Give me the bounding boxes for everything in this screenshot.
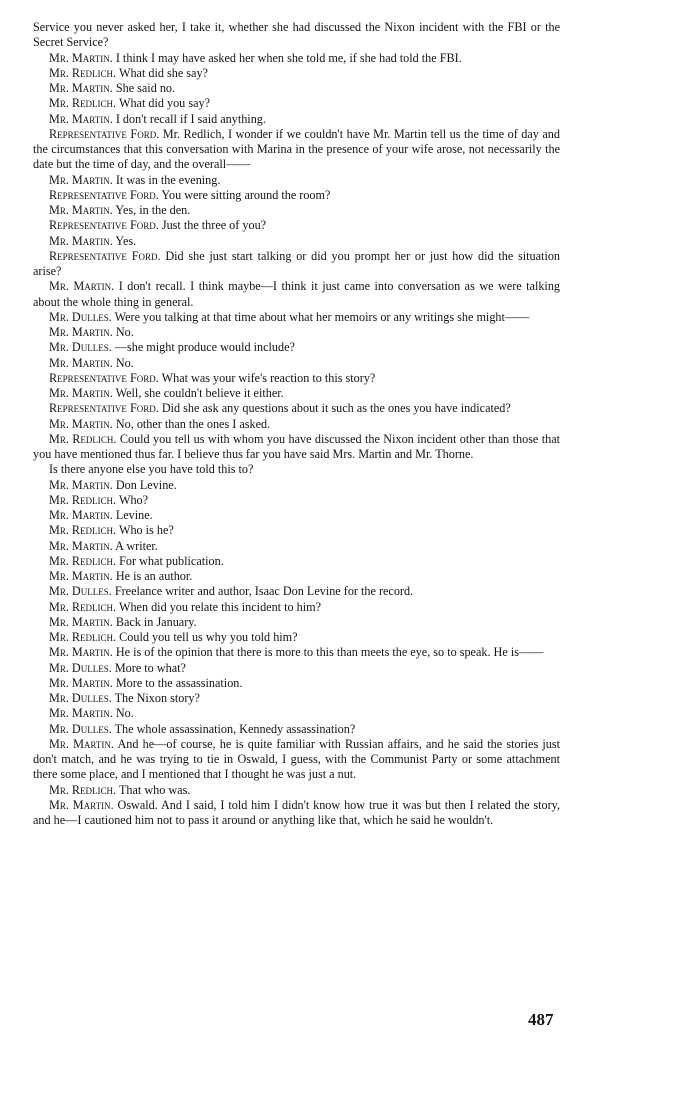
speaker-name: Mr. Redlich. — [49, 782, 117, 797]
transcript-paragraph — [33, 691, 560, 706]
paragraph-text: Back in January. — [115, 614, 197, 629]
transcript-paragraph — [33, 722, 560, 737]
paragraph-text: What was your wife's reaction to this story? — [161, 370, 376, 385]
paragraph-text: Were you talking at that time about what her memoirs or any writings she might—— — [114, 309, 530, 324]
speaker-name: Representative Ford. — [49, 370, 159, 385]
transcript-paragraph — [33, 798, 560, 829]
transcript-paragraph — [33, 584, 560, 599]
speaker-name: Representative Ford. — [49, 248, 161, 263]
transcript-paragraph — [33, 706, 560, 721]
speaker-name: Mr. Martin. — [49, 797, 114, 812]
transcript-paragraph — [33, 783, 560, 798]
transcript-paragraph — [33, 645, 560, 660]
speaker-name: Mr. Redlich. — [49, 553, 117, 568]
speaker-name: Mr. Martin. — [49, 325, 113, 339]
paragraph-text: Service you never asked her, I take it, whether she had discussed the Nixon incident with the FBI or the Secret Service? — [33, 20, 560, 50]
speaker-name: Mr. Redlich. — [49, 523, 117, 538]
paragraph-text: Is there anyone else you have told this to? — [49, 462, 254, 477]
paragraph-text: The Nixon story? — [114, 691, 200, 705]
speaker-name: Mr. Redlich. — [49, 431, 117, 446]
speaker-name: Mr. Martin. — [49, 279, 115, 294]
transcript-paragraph — [33, 600, 560, 615]
speaker-name: Mr. Martin. — [49, 203, 113, 217]
paragraph-text: When did you relate this incident to him? — [118, 599, 321, 614]
paragraph-text: Who is he? — [118, 523, 174, 538]
paragraph-text: Did she just start talking or did you prompt her or just how did the situation arise? — [33, 248, 561, 278]
transcript-paragraph — [33, 127, 560, 173]
speaker-name: Mr. Dulles. — [49, 691, 112, 705]
transcript-paragraph — [33, 523, 560, 538]
transcript-paragraph — [33, 676, 560, 691]
speaker-name: Mr. Redlich. — [49, 96, 117, 111]
speaker-name: Representative Ford. — [49, 401, 159, 416]
paragraph-text: Don Levine. — [115, 477, 177, 492]
speaker-name: Mr. Martin. — [49, 538, 113, 553]
speaker-name: Mr. Dulles. — [49, 584, 112, 599]
paragraph-text: Did she ask any questions about it such as the ones you have indicated? — [161, 401, 511, 416]
speaker-name: Mr. Dulles. — [49, 660, 112, 675]
paragraph-text: No, other than the ones I asked. — [115, 416, 271, 431]
transcript-paragraph — [33, 279, 560, 310]
paragraph-text: I think I may have asked her when she told me, if she had told the FBI. — [115, 50, 462, 65]
transcript-paragraph — [33, 66, 560, 81]
transcript-paragraph — [33, 96, 560, 111]
transcript-paragraph — [33, 630, 560, 645]
paragraph-text: Just the three of you? — [161, 218, 267, 233]
paragraph-text: Freelance writer and author, Isaac Don Levine for the record. — [114, 584, 414, 599]
paragraph-text: Who? — [118, 492, 149, 507]
transcript-paragraph — [33, 81, 560, 96]
speaker-name: Mr. Dulles. — [49, 340, 112, 355]
speaker-name: Representative Ford. — [49, 126, 160, 141]
transcript-paragraph — [33, 478, 560, 493]
speaker-name: Mr. Martin. — [49, 81, 113, 95]
transcript-paragraph — [33, 249, 560, 280]
transcript-paragraph — [33, 173, 560, 188]
transcript-paragraph — [33, 112, 560, 127]
paragraph-text: Mr. Redlich, I wonder if we couldn't have Mr. Martin tell us the time of day and the circumstances that this conversation with Marina in the presence of your wife arose, not necessarily the date but the time of day, and the overall—— — [33, 126, 560, 172]
paragraph-text: She said no. — [115, 81, 176, 95]
speaker-name: Mr. Martin. — [49, 111, 113, 126]
speaker-name: Mr. Martin. — [49, 645, 113, 660]
paragraph-text: Well, she couldn't believe it either. — [115, 386, 284, 400]
transcript-paragraph — [33, 539, 560, 554]
speaker-name: Mr. Martin. — [49, 736, 114, 751]
transcript-paragraph — [33, 737, 560, 783]
transcript-paragraph — [33, 401, 560, 416]
speaker-name: Mr. Redlich. — [49, 65, 117, 80]
page-number: 487 — [528, 1010, 554, 1029]
speaker-name: Mr. Martin. — [49, 416, 113, 431]
paragraph-text: You were sitting around the room? — [161, 187, 331, 202]
transcript-paragraph — [33, 432, 560, 463]
transcript-paragraph — [33, 661, 560, 676]
paragraph-text: It was in the evening. — [115, 172, 221, 187]
transcript-paragraph — [33, 493, 560, 508]
transcript-paragraph — [33, 188, 560, 203]
transcript-paragraph — [33, 340, 560, 355]
paragraph-text: And he—of course, he is quite familiar with Russian affairs, and he said the stories just don't match, and he was trying to tie in Oswald, I guess, with the Communist Party or some attachment there some place, and I mentioned that I thought he was just a nut. — [33, 736, 561, 782]
paragraph-text: Yes, in the den. — [115, 203, 191, 217]
paragraph-text: Could you tell us why you told him? — [119, 630, 298, 644]
paragraph-text: What did you say? — [118, 96, 210, 111]
transcript-body — [33, 20, 560, 828]
speaker-name: Mr. Martin. — [49, 477, 113, 492]
speaker-name: Mr. Martin. — [49, 386, 113, 400]
paragraph-text: A writer. — [115, 538, 158, 553]
transcript-paragraph — [33, 310, 560, 325]
transcript-paragraph — [33, 203, 560, 218]
paragraph-text: That who was. — [118, 782, 191, 797]
transcript-paragraph — [33, 386, 560, 401]
transcript-paragraph — [33, 356, 560, 371]
paragraph-text: No. — [115, 706, 134, 721]
paragraph-text: For what publication. — [119, 553, 224, 568]
paragraph-text: The whole assassination, Kennedy assassination? — [114, 721, 356, 736]
paragraph-text: Yes. — [115, 233, 137, 248]
speaker-name: Mr. Martin. — [49, 355, 113, 370]
transcript-paragraph — [33, 554, 560, 569]
paragraph-text: What did she say? — [118, 65, 208, 80]
speaker-name: Mr. Redlich. — [49, 599, 117, 614]
speaker-name: Mr. Dulles. — [49, 309, 112, 324]
transcript-paragraph — [33, 615, 560, 630]
transcript-paragraph — [33, 234, 560, 249]
speaker-name: Mr. Martin. — [49, 508, 113, 522]
paragraph-text: No. — [115, 355, 134, 370]
transcript-paragraph — [33, 371, 560, 386]
paragraph-text: He is an author. — [115, 569, 193, 583]
paragraph-text: Could you tell us with whom you have discussed the Nixon incident other than those that you have mentioned thus far. I believe thus far you have said Mrs. Martin and Mr. Thorne. — [33, 431, 561, 461]
speaker-name: Mr. Martin. — [49, 614, 113, 629]
speaker-name: Mr. Martin. — [49, 706, 113, 721]
speaker-name: Mr. Martin. — [49, 233, 113, 248]
speaker-name: Mr. Martin. — [49, 172, 113, 187]
paragraph-text: More to what? — [114, 660, 186, 675]
paragraph-text: —she might produce would include? — [114, 340, 295, 355]
paragraph-text: I don't recall. I think maybe—I think it just came into conversation as we were talking about the whole thing in general. — [33, 279, 561, 309]
speaker-name: Mr. Martin. — [49, 50, 113, 65]
speaker-name: Mr. Dulles. — [49, 721, 112, 736]
transcript-paragraph — [33, 20, 560, 51]
transcript-paragraph — [33, 417, 560, 432]
transcript-paragraph — [33, 51, 560, 66]
paragraph-text: I don't recall if I said anything. — [115, 111, 266, 126]
transcript-paragraph — [33, 569, 560, 584]
speaker-name: Representative Ford. — [49, 218, 159, 233]
speaker-name: Mr. Redlich. — [49, 492, 117, 507]
transcript-paragraph — [33, 508, 560, 523]
speaker-name: Mr. Martin. — [49, 675, 113, 690]
speaker-name: Representative Ford. — [49, 187, 159, 202]
transcript-paragraph — [33, 462, 560, 477]
paragraph-text: Levine. — [115, 508, 153, 522]
paragraph-text: No. — [115, 325, 134, 339]
transcript-paragraph — [33, 325, 560, 340]
paragraph-text: He is of the opinion that there is more to this than meets the eye, so to speak. He is—— — [115, 645, 544, 660]
speaker-name: Mr. Redlich. — [49, 630, 117, 644]
paragraph-text: Oswald. And I said, I told him I didn't know how true it was but then I related the story, and he—I cautioned him not to pass it around or anything like that, which he said he wouldn't. — [33, 797, 561, 827]
transcript-paragraph — [33, 218, 560, 233]
paragraph-text: More to the assassination. — [115, 675, 243, 690]
speaker-name: Mr. Martin. — [49, 569, 113, 583]
